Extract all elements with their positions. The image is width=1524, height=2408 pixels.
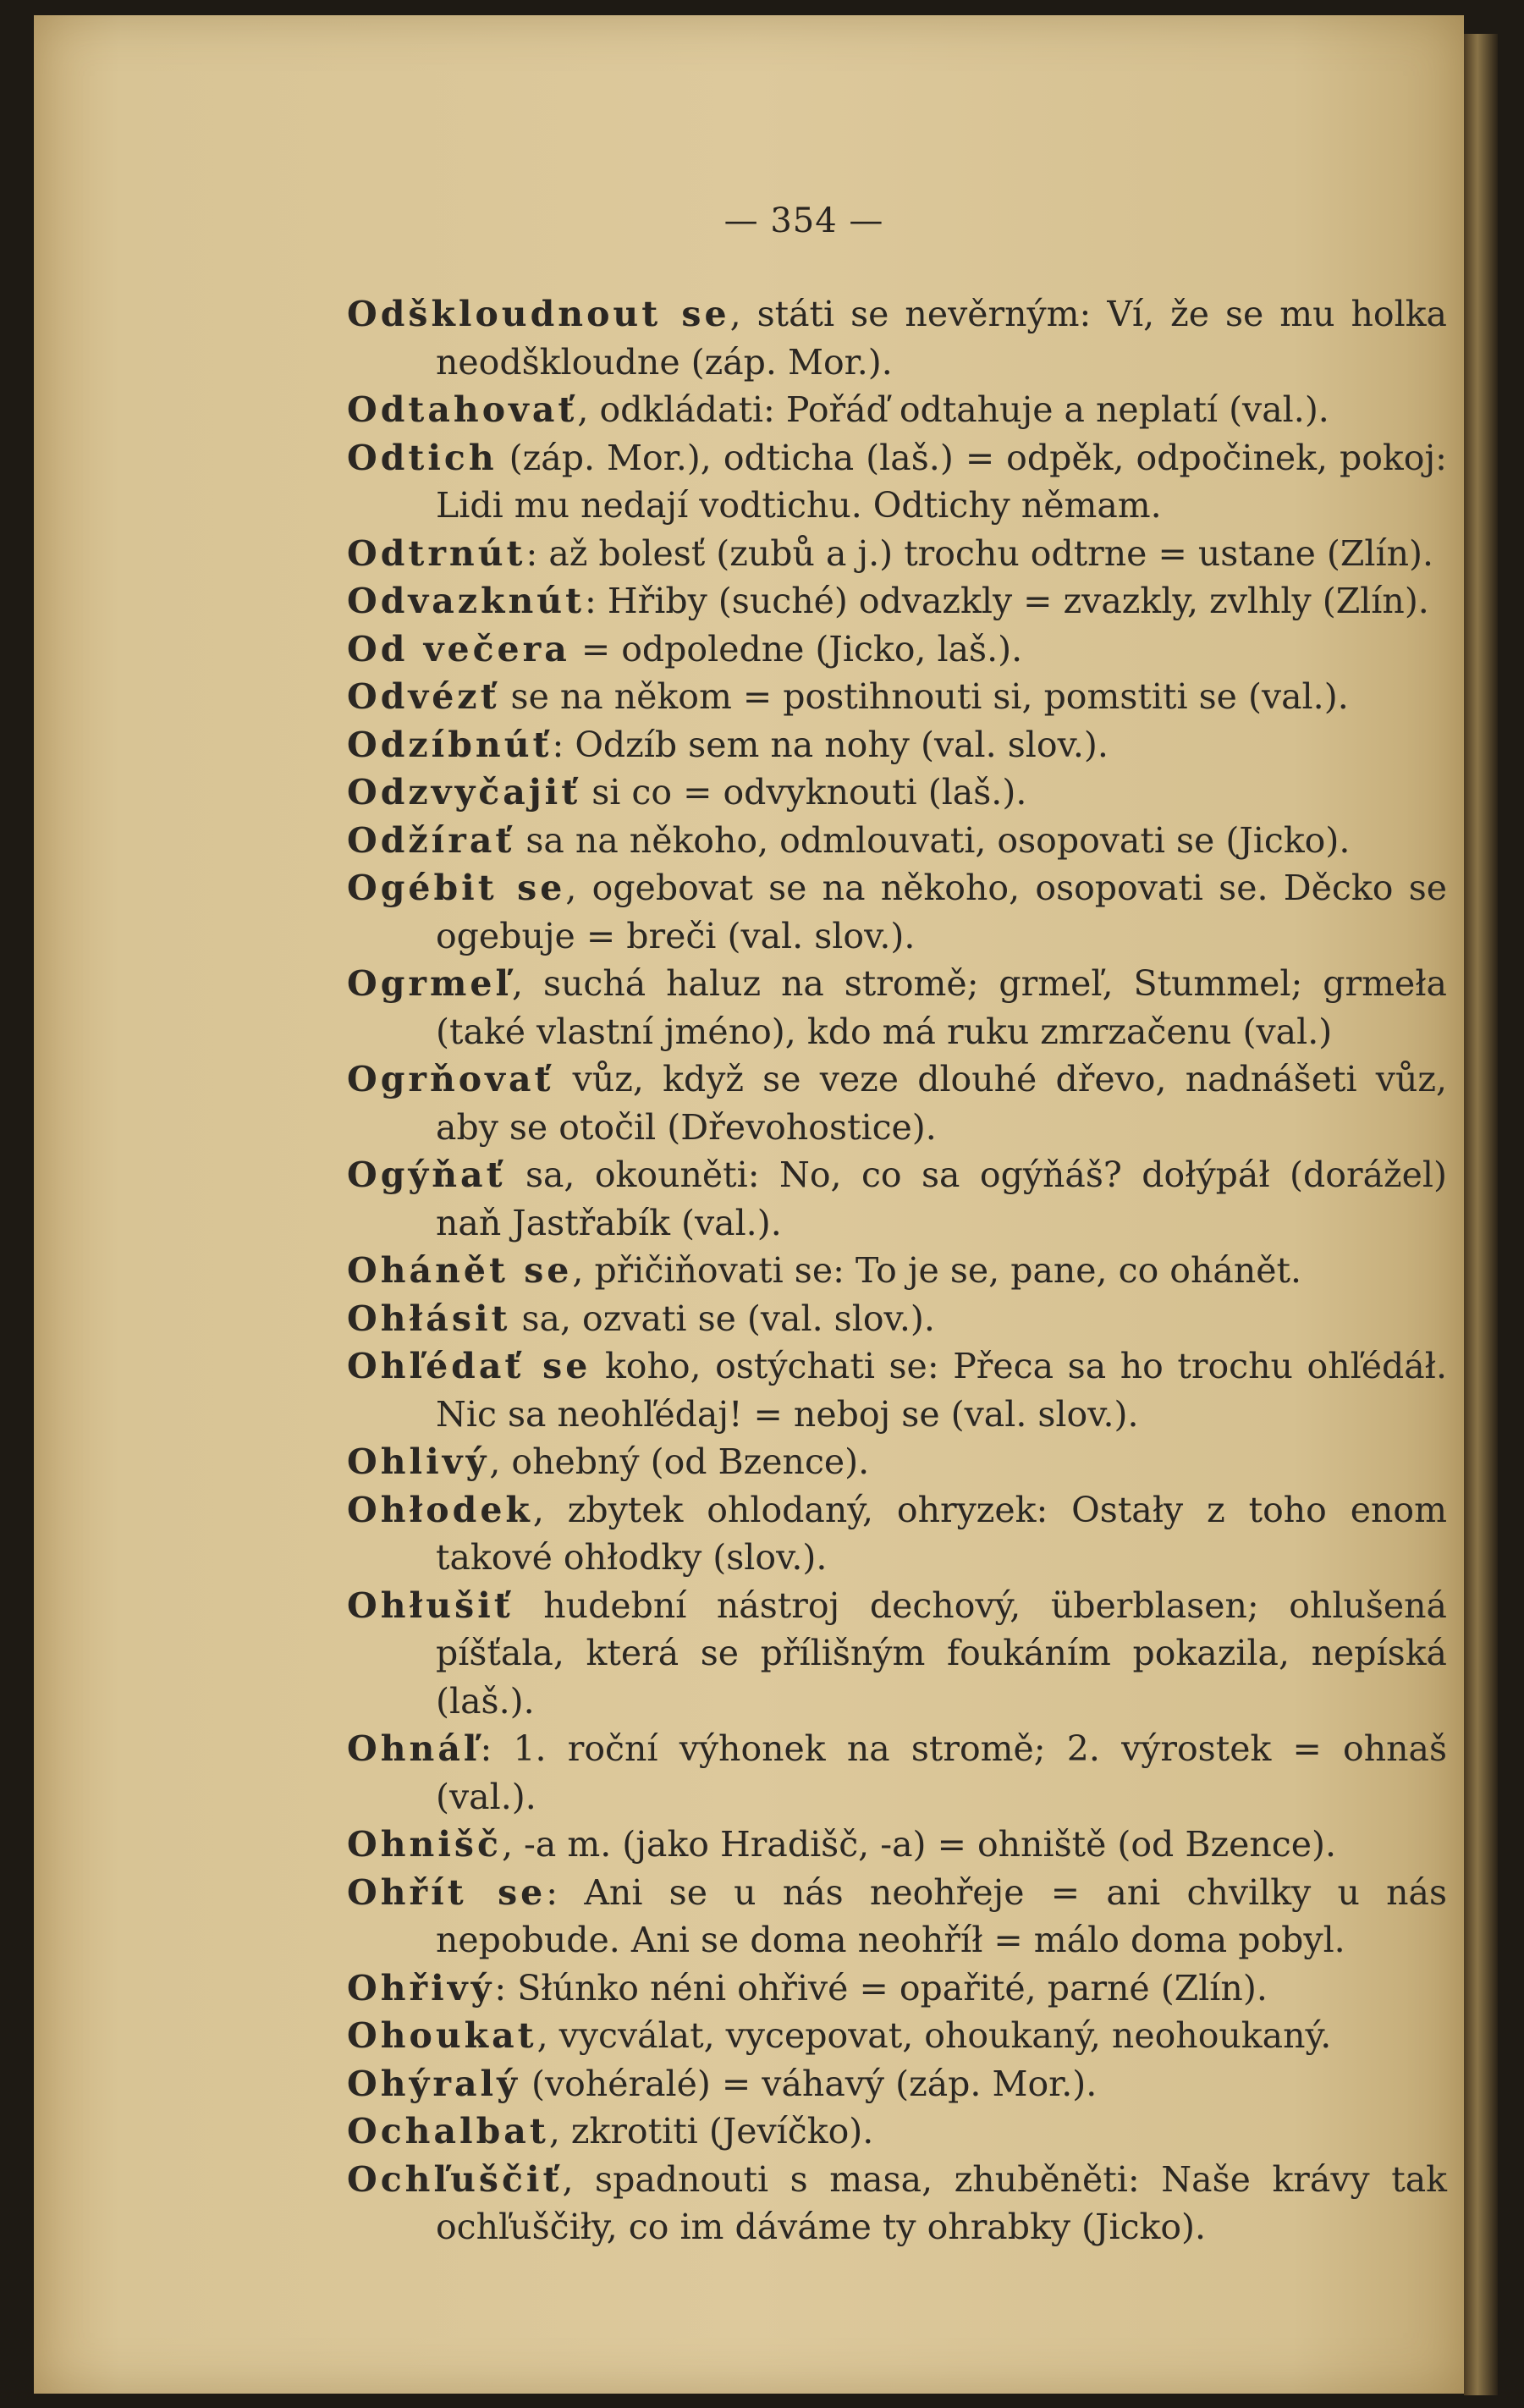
entry-definition: : Ani se u nás neohřeje = ani chvilky u nás nepobude. Ani se doma neohříł = málo doma pobyl. [436, 1871, 1447, 1960]
entry-definition: sa, okouněti: No, co sa ogýňáš? dołýpáł (dorážel) naň Jastřabík (val.). [436, 1154, 1447, 1243]
entry-definition: : až bolesť (zubů a j.) trochu odtrne = ustane (Zlín). [525, 532, 1434, 574]
entry-definition: vůz, když se veze dlouhé dřevo, nadnášeti vůz, aby se otočil (Dřevohostice). [436, 1059, 1447, 1148]
entry-headword: Odtich [347, 437, 498, 478]
entry-definition: : Odzíb sem na nohy (val. slov.). [552, 724, 1109, 765]
entry-definition: se na někom = postihnouti si, pomstiti se (val.). [499, 676, 1349, 717]
dictionary-entry [347, 721, 1447, 769]
entry-definition: = odpoledne (Jicko, laš.). [569, 628, 1023, 670]
entry-headword: Odžírať [347, 819, 515, 861]
entry-headword: Ohánět se [347, 1250, 573, 1291]
entry-headword: Ohłodek [347, 1489, 533, 1530]
dictionary-entry [347, 1295, 1447, 1343]
page-number: — 354 — [723, 201, 884, 240]
entry-headword: Ohýralý [347, 2063, 520, 2104]
entry-headword: Ohřít se [347, 1871, 547, 1913]
entry-headword: Ogrmeľ [347, 963, 513, 1004]
entry-headword: Ohľédať se [347, 1346, 591, 1386]
entry-definition: sa, ozvati se (val. slov.). [510, 1298, 935, 1339]
entry-definition: : Hřiby (suché) odvazkly = zvazkly, zvlhly (Zlín). [585, 581, 1429, 621]
dictionary-entry [347, 2012, 1447, 2060]
dictionary-entry [347, 864, 1447, 960]
entry-headword: Odzvyčajiť [347, 772, 581, 813]
dictionary-entry [347, 1582, 1447, 1726]
dictionary-entry [347, 817, 1447, 865]
entry-definition: (vohéralé) = váhavý (záp. Mor.). [520, 2063, 1098, 2104]
dictionary-entry [347, 290, 1447, 386]
entry-headword: Ohlivý [347, 1441, 490, 1482]
book-page [34, 15, 1464, 2394]
entry-definition: koho, ostýchati se: Přeca sa ho trochu ohľédáł. Nic sa neohľédaj! = neboj se (val. slov.). [436, 1346, 1447, 1435]
entry-headword: Ohłušiť [347, 1584, 514, 1626]
dictionary-entry [347, 2156, 1447, 2251]
dictionary-entry [347, 1438, 1447, 1486]
dictionary-entry [347, 1151, 1447, 1247]
entry-headword: Odvézť [347, 676, 500, 717]
entry-headword: Ohłásit [347, 1298, 511, 1339]
entry-definition: , odkládati: Pořáď odtahuje a neplatí (val.). [577, 389, 1329, 430]
dictionary-entry [347, 1725, 1447, 1821]
entry-definition: , vycválat, vycepovat, ohoukaný, neohoukaný. [536, 2015, 1332, 2056]
entry-definition: hudební nástroj dechový, überblasen; ohlušená píšťala, která se přílišným foukáním pokazila, nepíská (laš.). [436, 1584, 1447, 1722]
entry-definition: (záp. Mor.), odticha (laš.) = odpěk, odpočinek, pokoj: Lidi mu nedají vodtichu. Odtichy němam. [436, 437, 1447, 526]
entry-headword: Odtahovať [347, 389, 578, 430]
dictionary-entry [347, 434, 1447, 530]
dictionary-entry [347, 1486, 1447, 1582]
book-spine-edge [1464, 34, 1498, 2395]
dictionary-entry [347, 625, 1447, 674]
entry-headword: Odtrnút [347, 532, 526, 574]
entry-headword: Ogébit se [347, 868, 566, 908]
dictionary-entry [347, 1869, 1447, 1964]
dictionary-entry [347, 1247, 1447, 1295]
entry-headword: Ochľuščiť [347, 2158, 563, 2200]
entry-definition: , ohebný (od Bzence). [489, 1441, 870, 1482]
dictionary-entry [347, 577, 1447, 625]
dictionary-entry [347, 386, 1447, 434]
entry-headword: Ohřivý [347, 1967, 495, 2009]
dictionary-entry [347, 530, 1447, 578]
entry-headword: Ogýňať [347, 1154, 506, 1195]
entry-headword: Ohnáľ [347, 1728, 481, 1769]
entry-definition: sa na někoho, odmlouvati, osopovati se (Jicko). [514, 819, 1351, 861]
entry-definition: , ogebovat se na někoho, osopovati se. Děcko se ogebuje = breči (val. slov.). [436, 868, 1447, 956]
entry-headword: Ochalbat [347, 2111, 549, 2152]
entry-headword: Ohnišč [347, 1824, 502, 1865]
entry-definition: , zkrotiti (Jevíčko). [548, 2111, 874, 2152]
entry-headword: Ohoukat [347, 2015, 537, 2056]
dictionary-entry [347, 673, 1447, 721]
dictionary-entry [347, 1055, 1447, 1151]
dictionary-entry [347, 2108, 1447, 2156]
dictionary-entries [347, 290, 1447, 2251]
entry-headword: Odvazknút [347, 581, 586, 621]
entry-headword: Ogrňovať [347, 1059, 554, 1099]
entry-definition: , státi se nevěrným: Ví, že se mu holka neodškloudne (záp. Mor.). [436, 294, 1447, 383]
dictionary-entry [347, 2060, 1447, 2108]
entry-headword: Odškloudnout se [347, 294, 730, 334]
dictionary-entry [347, 1821, 1447, 1869]
entry-definition: si co = odvyknouti (laš.). [580, 772, 1027, 813]
entry-definition: : Słúnko néni ohřivé = opařité, parné (Zlín). [494, 1967, 1268, 2009]
entry-headword: Odzíbnúť [347, 724, 553, 765]
entry-definition: : 1. roční výhonek na stromě; 2. výrostek = ohnaš (val.). [436, 1728, 1447, 1817]
entry-headword: Od večera [347, 628, 570, 670]
dictionary-entry [347, 1964, 1447, 2013]
entry-definition: , spadnouti s masa, zhuběněti: Naše krávy tak ochľuščiły, co im dáváme ty ohrabky (Jicko). [436, 2158, 1447, 2247]
dictionary-entry [347, 960, 1447, 1055]
entry-definition: , zbytek ohlodaný, ohryzek: Ostały z toho enom takové ohłodky (slov.). [436, 1489, 1447, 1578]
dictionary-entry [347, 1342, 1447, 1438]
entry-definition: , přičiňovati se: To je se, pane, co ohánět. [572, 1250, 1302, 1291]
entry-definition: , -a m. (jako Hradišč, -a) = ohniště (od Bzence). [501, 1824, 1336, 1865]
entry-definition: , suchá haluz na stromě; grmeľ, Stummel; grmeła (také vlastní jméno), kdo má ruku zmrzačenu (val.) [436, 963, 1447, 1052]
dictionary-entry [347, 769, 1447, 817]
